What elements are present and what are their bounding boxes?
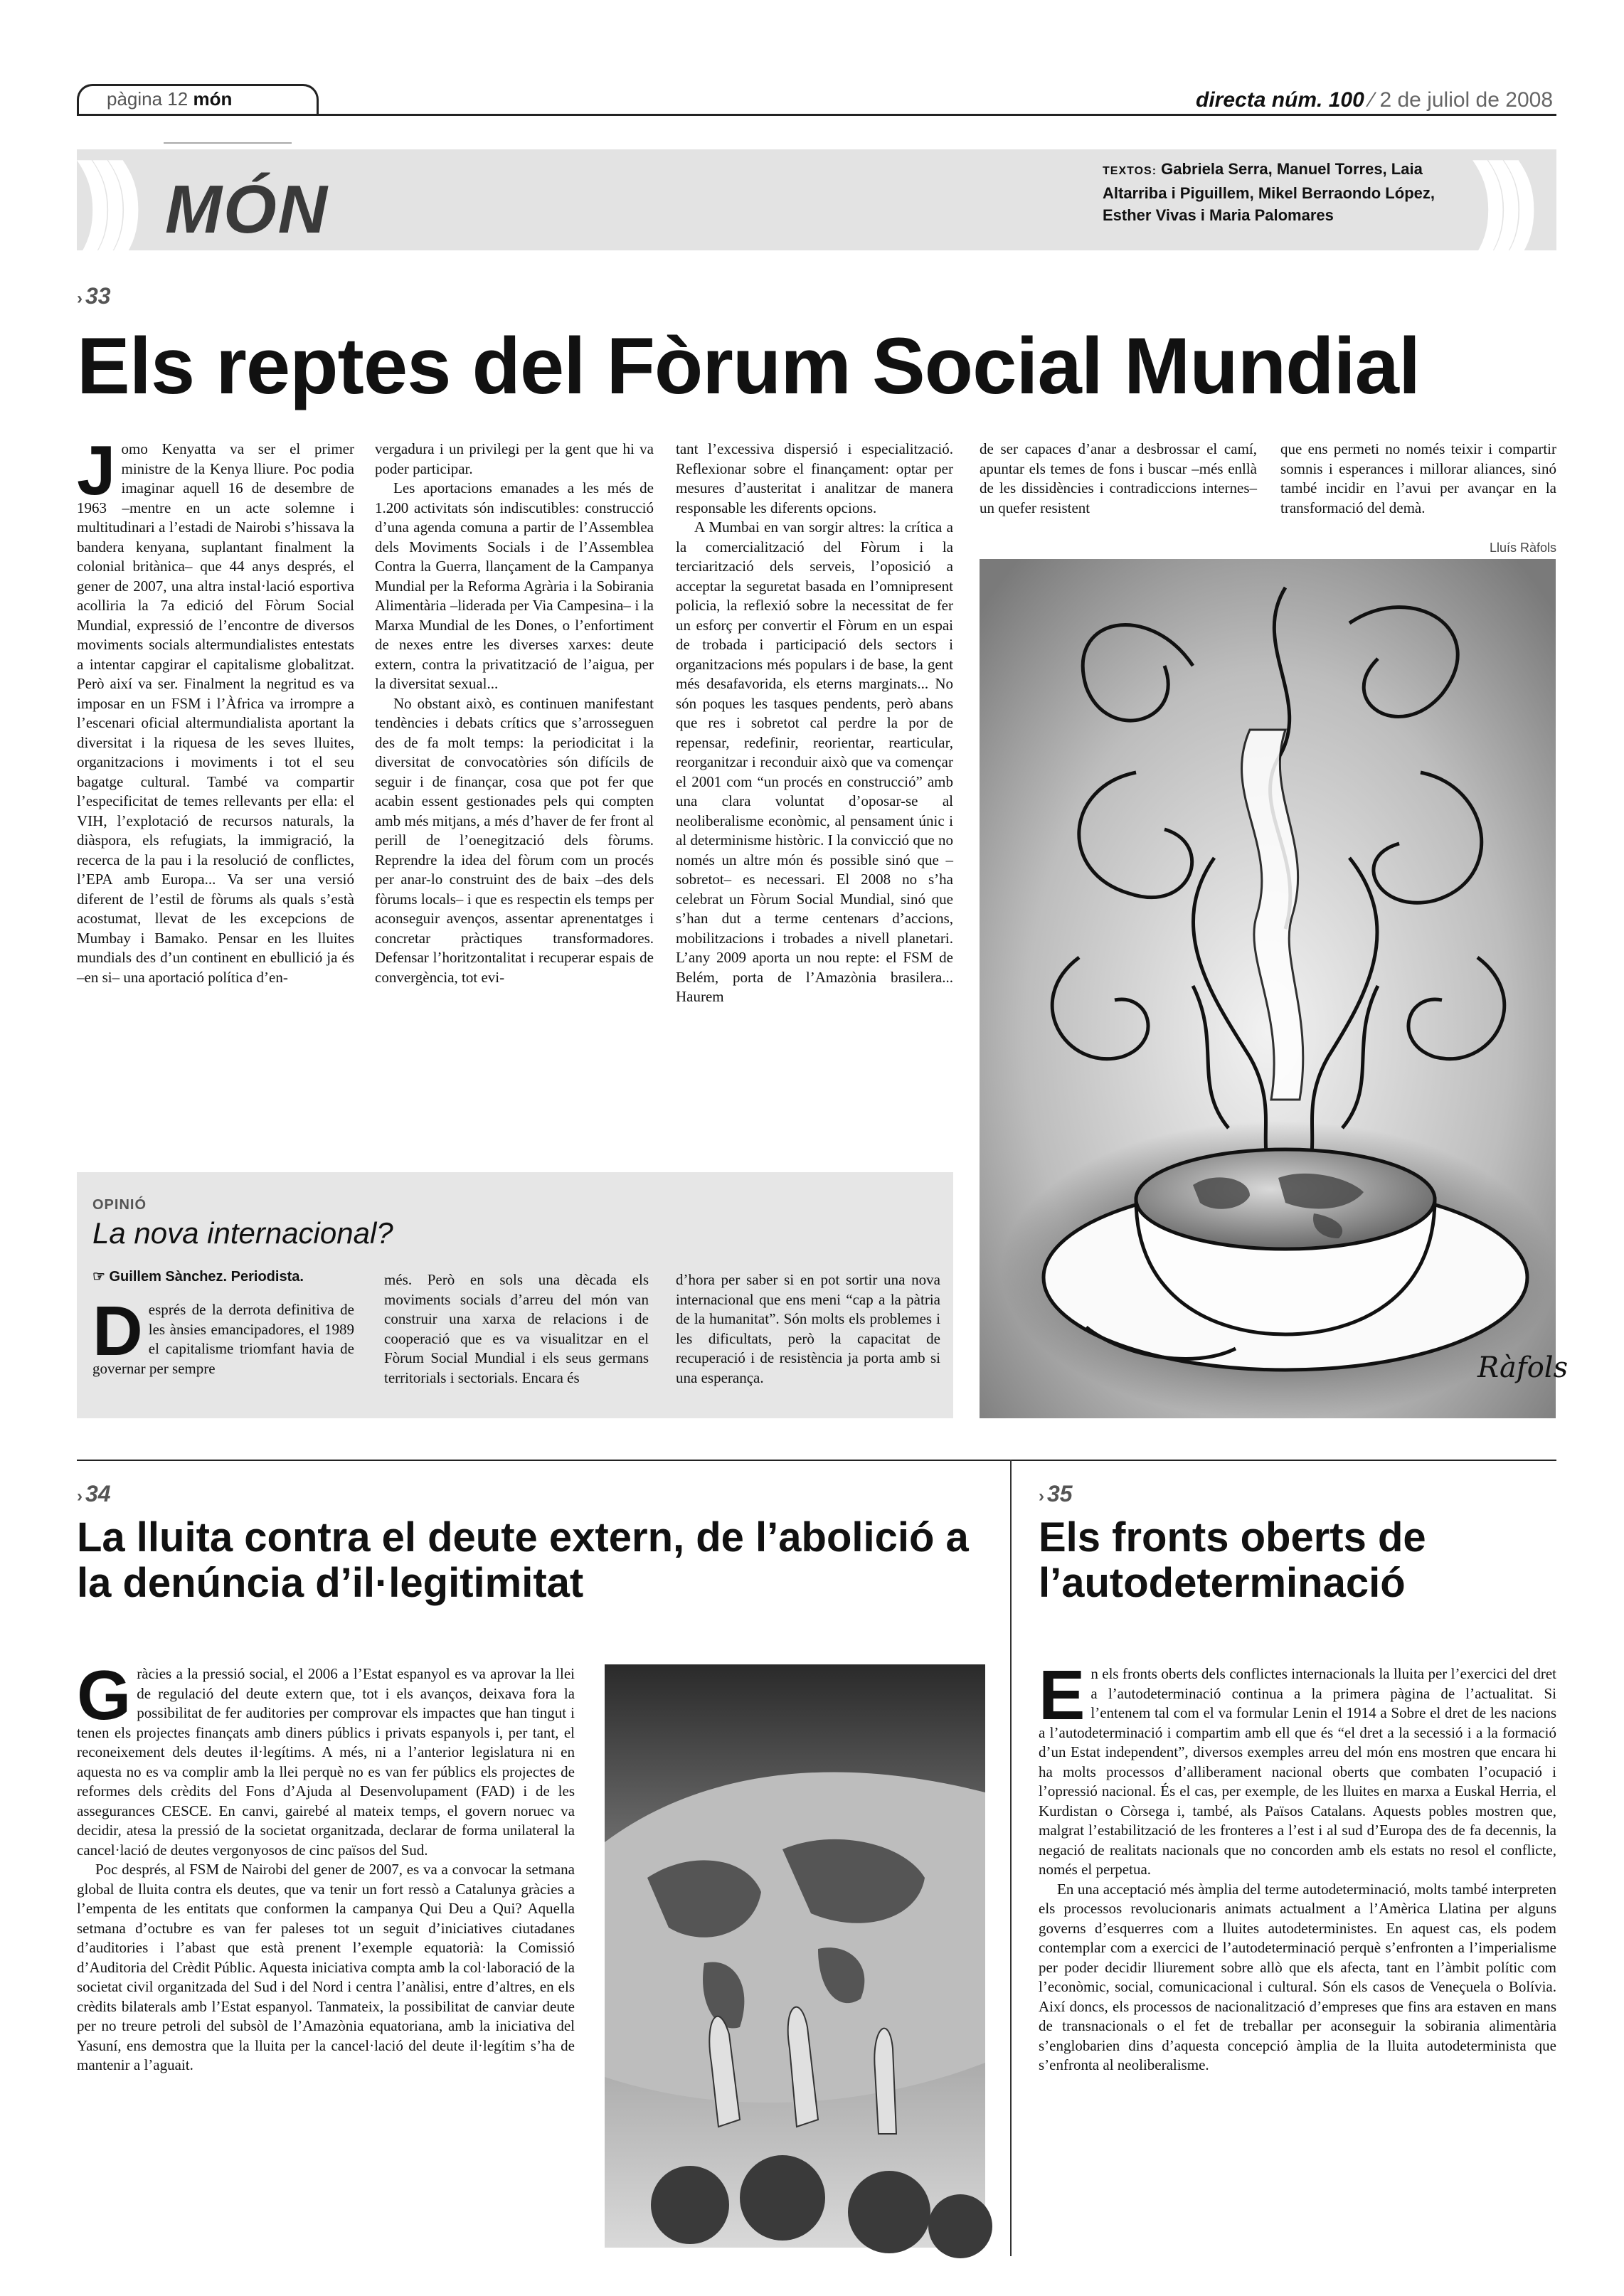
article-title: La lluita contra el deute extern, de l’abolició a la denúncia d’il·legitimitat (77, 1514, 969, 1606)
column-text: esprés de la derrota definitiva de les ànsies emancipadores, el 1989 el capitalisme triomfant havia de governar per sempre (92, 1301, 354, 1377)
article-column (676, 440, 953, 1007)
article-number-value: 33 (85, 283, 111, 309)
dropcap: E (1039, 1656, 1086, 1734)
issue-info (1196, 88, 1553, 112)
section-rule (164, 142, 292, 144)
column-text: omo Kenyatta va ser el primer ministre de la Kenya lliure. Poc podia imaginar aquell 16 de desembre de 1963 –mentre en un acte solemne i multitudinari a l’estadi de Nairobi s’hissava la bandera kenyana, suplantant finalment la colonial britànica– que 44 anys després, el gener de 2007, una altra instal·lació esportiva acolliria la 7a edició del Fòrum Social Mundial, expressió de l’encontre de diversos moviments socials altermundialistes entestats a intentar capgirar el capitalisme globalitzat. Però així va ser. Finalment la negritud es va imposar en un FSM i l’Àfrica va irrompre a l’escenari oficial altermundialista aportant la diversitat i la riquesa de les seves lluites, organitzacions i moviments i tot el seu bagatge cultural. També va compartir l’especificitat de temes rellevants per ella: el VIH, l’explotació de recursos naturals, la diàspora, els refugiats, la immigració, la recerca de la pau i la resolució de conflictes, l’EPA amb Europa... Va ser una versió diferent de l’estil de fòrums als quals s’està acostumat, llevat de les excepcions de Mumbay i Bamako. Pensar en les lluites mundials des d’un continent en ebullició ja és –en si– una aportació política d’en- (77, 440, 354, 986)
opinion-column (92, 1292, 354, 1378)
date-separator: ⁄ (1370, 88, 1374, 112)
paragraph: No obstant això, es continuen manifestant tendències i debats crítics que s’arrosseguen des de fa molt temps: la periodicitat i la diversitat de convocatòries són difícils de seguir i de finançar, cosa que pot fer que acabin essent gestionades pels qui compten amb més mitjans, a més d’haver de fer front al perill de l’oenegització dels fòrums. Reprendre la idea del fòrum com un procés per anar-lo construint des de baix –des dels fòrums locals– i que es respectin els temps per aconseguir avenços, assentar aprenentatges i concretar pràctiques transformadores. Defensar l’horitzontalitat i recuperar espais de convergència, tot evi- (375, 694, 654, 986)
paragraph: Poc després, al FSM de Nairobi del gener de 2007, es va a convocar la setmana global de lluita contra els deutes, que va tenir un fort ressò a Catalunya gràcies a l’empenta de les entitats que conformen la campanya Qui Deu a Qui? Aquella setmana d’octubre es van fer paleses tot un seguit d’iniciatives ciutadanes d’auditories i l’abast que està prenent l’exemple equatorià: la Comissió d’Auditoria del Crèdit Públic. Aquesta iniciativa compta amb la col·laboració de la societat civil organitzada del Sud i del Nord i centra l’anàlisi, entre d’altres, en els crèdits bilaterals amb l’Estat espanyol. Tanmateix, la possibilitat de canviar deute per no treure petroli del subsòl de l’Amazònia equatoriana, amb la iniciativa del Yasuní, ens demostra que la lluita per la cancel·lació del deute il·legítim s’ha de mantenir a l’aguait. (77, 1861, 575, 2073)
dropcap: J (77, 431, 116, 509)
article-number (77, 283, 111, 309)
pointing-hand-icon: ☞ (92, 1269, 105, 1285)
paragraph: A Mumbai en van sorgir altres: la crítica a la comercialització del Fòrum i la terciarització dels serveis, l’oposició a acceptar la seguretat basada en l’omnipresent policia, la reflexió sobre la necessitat de fer un esforç per convertir el Fòrum en un espai de trobada i participació dels sectors i organitzacions més populars i de base, la gent més desafavorida, els eterns marginats... No són poques les tasques pendents, però abans que res i sobretot cal perdre la por de repensar, redefinir, reorientar, rearticular, reorganitzar i reconduir això que va començar el 2001 com “un procés en construcció” amb una clara voluntat d’oposar-se al neoliberalisme econòmic, al pensament únic i al determinisme històric. I la convicció que no només un altre món és possible sinó que –sobretot– es necessari. El 2008 no s’ha celebrat un Fòrum Social Mundial, sinó que s’han dut a terme centenars d’accions, mobilitzacions i trobades a nivell planetari. L’any 2009 aporta un nou repte: el FSM de Belém, porta de l’Amazònia brasilera... Haurem (676, 519, 953, 1005)
article-title: Els reptes del Fòrum Social Mundial (77, 321, 1421, 410)
article-body (77, 1656, 575, 2076)
article-number (77, 1481, 111, 1507)
illustration-signature: Ràfols (1477, 1351, 1569, 1384)
article-column (375, 440, 654, 987)
paragraph: Les aportacions emanades a les més de 1.200 activitats són indiscutibles: construcció d’una agenda comuna a partir de l’Assemblea dels Moviments Socials i de l’Assemblea Contra la Guerra, llançament de la Campanya Mundial per la Reforma Agrària i la Sobirania Alimentària –liderada per Via Campesina– i la Marxa Mundial de les Dones, o l’enfortiment de nexes entre les diverses xarxes: deute extern, contra la privatització de l’aigua, per la diversitat sexual... (375, 479, 654, 692)
opinion-title: La nova internacional? (92, 1216, 393, 1250)
article-number-value: 35 (1047, 1481, 1073, 1506)
opinion-column (384, 1270, 649, 1388)
arrow-icon: › (77, 289, 83, 308)
paragraph: n els fronts oberts dels conflictes internacionals la lluita per l’exercici del dret a l’autodeterminació continua a la primera pàgina de l’actualitat. Si l’entenem tal com el va formular Lenin el 1914 a Sobre el dret de les nacions a l’autodeterminació i compartim amb ell que és “el dret a la secessió i a la formació d’un Estat independent”, diversos exemples arreu del món ens mostren que encara hi ha molts processos d’alliberament nacional oberts que combaten l’ocupació i l’opressió nacional. És el cas, per exemple, de les lluites en marxa a Euskal Herria, el Kurdistan o Còrsega i, també, als Països Catalans. Aquests pobles mostren que, malgrat l’estabilització de les fronteres a l’est i al sud d’Europa des de fa decennis, la negació de realitats nacionals que no concorden amb els estats no resol el conflicte, només el perpetua. (1039, 1665, 1556, 1878)
illustration-globe-cup (980, 559, 1569, 1418)
arrow-icon: › (77, 1487, 83, 1506)
paragraph: més. Però en sols una dècada els moviments socials d’arreu del món van construir una xarxa de relacions i de cooperació que es va visualitzar en el Fòrum Social Mundial i els seus germans territorials i sectorials. Encara és (384, 1271, 649, 1386)
dropcap: G (77, 1656, 132, 1734)
page-folio (107, 88, 232, 110)
credits-names: Gabriela Serra, Manuel Torres, Laia Altarriba i Piguillem, Mikel Berraondo López, Esther Vivas i Maria Palomares (1103, 160, 1435, 224)
opinion-column (676, 1270, 940, 1388)
issue-date: 2 de juliol de 2008 (1379, 88, 1553, 112)
article-title: Els fronts oberts de l’autodeterminació (1039, 1514, 1426, 1606)
protest-photo (605, 1664, 985, 2248)
paragraph: ràcies a la pressió social, el 2006 a l’Estat espanyol es va aprovar la llei de regulació del deute extern que, tot i els avanços, deixava fora la possibilitat de fer auditories per comprovar els impactes que han tingut i tenen els projectes finançats amb diners públics i privats espanyols i, per tant, el reconeixement dels deutes il·legítims. A més, ni a l’anterior legislatura ni en aquesta no es va complir amb la llei perquè no es van fer públics els projectes de reformes dels crèdits del Fons d’Ajuda al Desenvolupament (FAD) i de les assegurances CESCE. En canvi, gairebé al mateix temps, el govern noruec va decidir, atesa la pressió de la societat organitzada, declarar de forma unilateral la cancel·lació de deutes vergonyosos de cinc països del Sud. (77, 1665, 575, 1859)
section-title: MÓN (165, 171, 329, 248)
article-number-value: 34 (85, 1481, 111, 1506)
article-column (1280, 440, 1556, 518)
author-name: Guillem Sànchez. Periodista. (109, 1269, 304, 1285)
article-column (77, 431, 354, 987)
paragraph: En una acceptació més àmplia del terme autodeterminació, molts també interpreten els processos revolucionaris animats actualment a l’Amèrica Llatina per alguns governs d’esquerres com a lluites autodeterministes. En aquest cas, els podem contemplar com a exercici de l’autodeterminació perquè s’enfronten a l’imperialisme per poder decidir lliurement sobre allò que els afecta, tant en l’àmbit polític com l’econòmic, social, comunicacional i cultural. Són els casos de Veneçuela o Bolívia. Així doncs, els processos de nacionalització d’empreses que fins ara estaven en mans de transnacionals o el fet de treballar per aconseguir la sobirania alimentària s’englobarien dins d’aquesta concepció àmplia de la lluita autodeterminista que s’enfronta al neoliberalisme. (1039, 1880, 1556, 2073)
article-number (1039, 1481, 1073, 1507)
paragraph: que ens permeti no només teixir i compartir somnis i esperances i millorar aliances, sinó també incidir en l’avui per avançar en la transformació del demà. (1280, 440, 1556, 516)
decorative-parens-right: ))) (1472, 141, 1519, 260)
column-divider (1010, 1460, 1012, 2256)
opinion-label: OPINIÓ (92, 1197, 147, 1213)
article-body (1039, 1656, 1556, 2076)
credits (1103, 158, 1458, 226)
page-number: pàgina 12 (107, 88, 189, 110)
publication-name: directa núm. 100 (1196, 88, 1364, 112)
credits-label: TEXTOS: (1103, 165, 1157, 177)
photo-credit: Lluís Ràfols (1489, 541, 1556, 555)
article-column (980, 440, 1257, 518)
section-divider (77, 1460, 1556, 1461)
decorative-parens-left: ))) (77, 141, 124, 260)
paragraph: vergadura i un privilegi per la gent que hi va poder participar. (375, 440, 654, 477)
dropcap: D (92, 1292, 143, 1370)
paragraph: d’hora per saber si en pot sortir una nova internacional que ens meni “cap a la pàtria de la humanitat”. Són molts els problemes i les dificultats, però la capacitat de recuperació i de resistència ja porta amb si una esperança. (676, 1271, 940, 1386)
folio-rule (77, 114, 1556, 116)
arrow-icon: › (1039, 1487, 1044, 1506)
opinion-author (92, 1267, 304, 1285)
paragraph: tant l’excessiva dispersió i especialització. Reflexionar sobre el finançament: optar per mesures d’austeritat i analitzar de manera responsable les diferents opcions. (676, 440, 953, 516)
paragraph: de ser capaces d’anar a desbrossar el camí, apuntar els temes de fons i buscar –més enllà de les dissidències i contradiccions internes– un quefer resistent (980, 440, 1257, 516)
section-short: món (193, 88, 233, 110)
